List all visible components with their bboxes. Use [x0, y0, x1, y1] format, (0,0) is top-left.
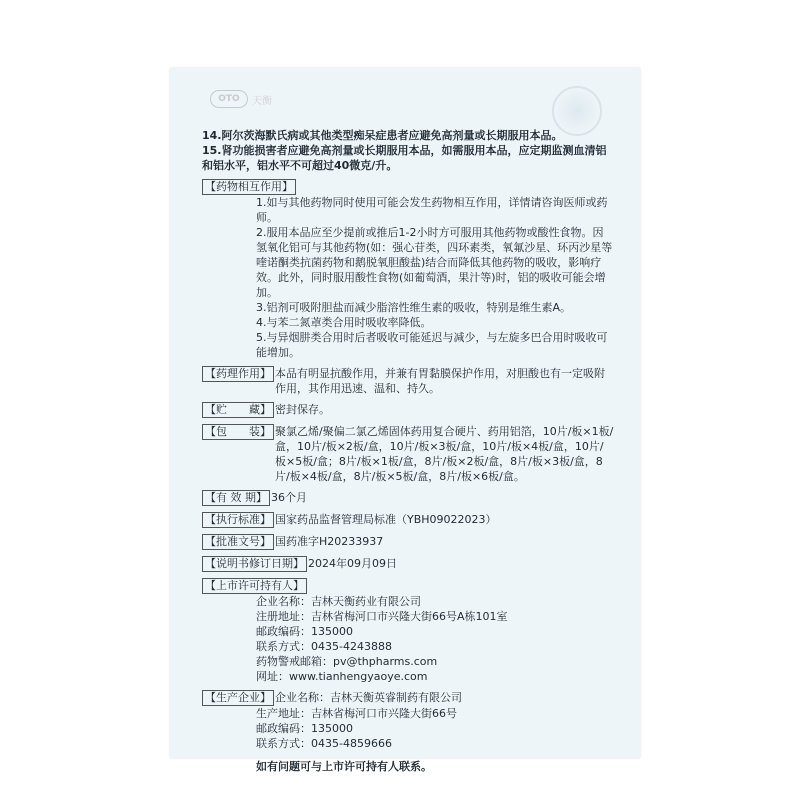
warning-15: 15.肾功能损害者应避免高剂量或长期服用本品，如需服用本品，应定期监测血清铝和铝水平，铝水平不可超过40微克/升。 [202, 144, 607, 172]
holder-line: 邮政编码：135000 [256, 625, 353, 638]
section-package [202, 424, 614, 484]
section-label: 【执行标准】 [202, 512, 274, 528]
company-logo: OTO [210, 90, 248, 108]
holder-line: 网址：www.tianhengyaoye.com [256, 670, 428, 683]
section-label: 【药理作用】 [202, 366, 274, 382]
section-label: 【包 装】 [202, 424, 274, 440]
section-text: 2024年09月09日 [308, 557, 397, 570]
leaflet-content [202, 128, 614, 774]
section-text: 密封保存。 [275, 403, 330, 416]
section-storage [202, 402, 614, 418]
section-label: 【生产企业】 [202, 690, 274, 706]
section-text: 本品有明显抗酸作用，并兼有胃黏膜保护作用，对胆酸也有一定吸附作用，其作用迅速、温和、持久。 [275, 367, 605, 395]
section-text: 国药准字H20233937 [275, 535, 384, 548]
section-interactions [202, 179, 614, 360]
leaflet-sheet [170, 68, 640, 773]
section-text: 聚氯乙烯/聚偏二氯乙烯固体药用复合硬片、药用铝箔，10片/板×1板/盒，10片/板×2板/盒，10片/板×3板/盒，10片/板×4板/盒，10片/板×5板/盒；8片/板×1板/盒，8片/板×2板/盒，8片/板×3板/盒，8片/板×4板/盒，8片/板×5板/盒，8片/板×6板/盒。 [275, 425, 614, 483]
manufacturer-line: 企业名称：吉林天衡英睿制药有限公司 [275, 691, 462, 704]
manufacturer-line: 联系方式：0435-4859666 [256, 737, 392, 750]
interaction-item: 3.铝剂可吸附胆盐而减少脂溶性维生素的吸收，特别是维生素A。 [256, 301, 572, 314]
section-manufacturer [202, 690, 614, 751]
section-label: 【有 效 期】 [202, 490, 270, 506]
section-label: 【批准文号】 [202, 534, 274, 550]
holder-line: 企业名称：吉林天衡药业有限公司 [256, 595, 421, 608]
interaction-item: 5.与异烟肼类合用时后者吸收可能延迟与减少，与左旋多巴合用时吸收可能增加。 [256, 331, 608, 359]
section-validity [202, 490, 614, 506]
company-logo-sub: 天衡 [252, 96, 272, 107]
section-label: 【药物相互作用】 [202, 179, 296, 195]
holder-line: 联系方式：0435-4243888 [256, 640, 392, 653]
warning-14: 14.阿尔茨海默氏病或其他类型痴呆症患者应避免高剂量或长期服用本品。 [202, 129, 563, 142]
section-revision [202, 556, 614, 572]
section-standard [202, 512, 614, 528]
interaction-item: 4.与苯二氮䓬类合用时吸收率降低。 [256, 316, 432, 329]
interaction-item: 2.服用本品应至少提前或推后1-2小时方可服用其他药物或酸性食物。因氢氧化铝可与其他药物(如：强心苷类，四环素类，氧氟沙星、环丙沙星等喹诺酮类抗菌药物和鹅脱氧胆酸盐)结合而降低其他药物的吸收，影响疗效。此外，同时服用酸性食物(如葡萄酒，果汁等)时，铝的吸收可能会增加。 [256, 226, 613, 299]
section-label: 【上市许可持有人】 [202, 578, 307, 594]
section-label: 【说明书修订日期】 [202, 556, 307, 572]
section-label: 【贮 藏】 [202, 402, 274, 418]
footer-note: 如有问题可与上市许可持有人联系。 [256, 760, 432, 773]
section-text: 36个月 [271, 491, 307, 504]
section-text: 国家药品监督管理局标准（YBH09022023） [275, 513, 497, 526]
holder-line: 药物警戒邮箱：pv@thpharms.com [256, 655, 438, 668]
section-pharmacology [202, 366, 614, 396]
holder-line: 注册地址：吉林省梅河口市兴隆大街66号A栋101室 [256, 610, 508, 623]
interaction-item: 1.如与其他药物同时使用可能会发生药物相互作用，详情请咨询医师或药师。 [256, 196, 608, 224]
section-holder [202, 578, 614, 684]
section-approval [202, 534, 614, 550]
manufacturer-line: 邮政编码：135000 [256, 722, 353, 735]
manufacturer-line: 生产地址：吉林省梅河口市兴隆大街66号 [256, 707, 457, 720]
